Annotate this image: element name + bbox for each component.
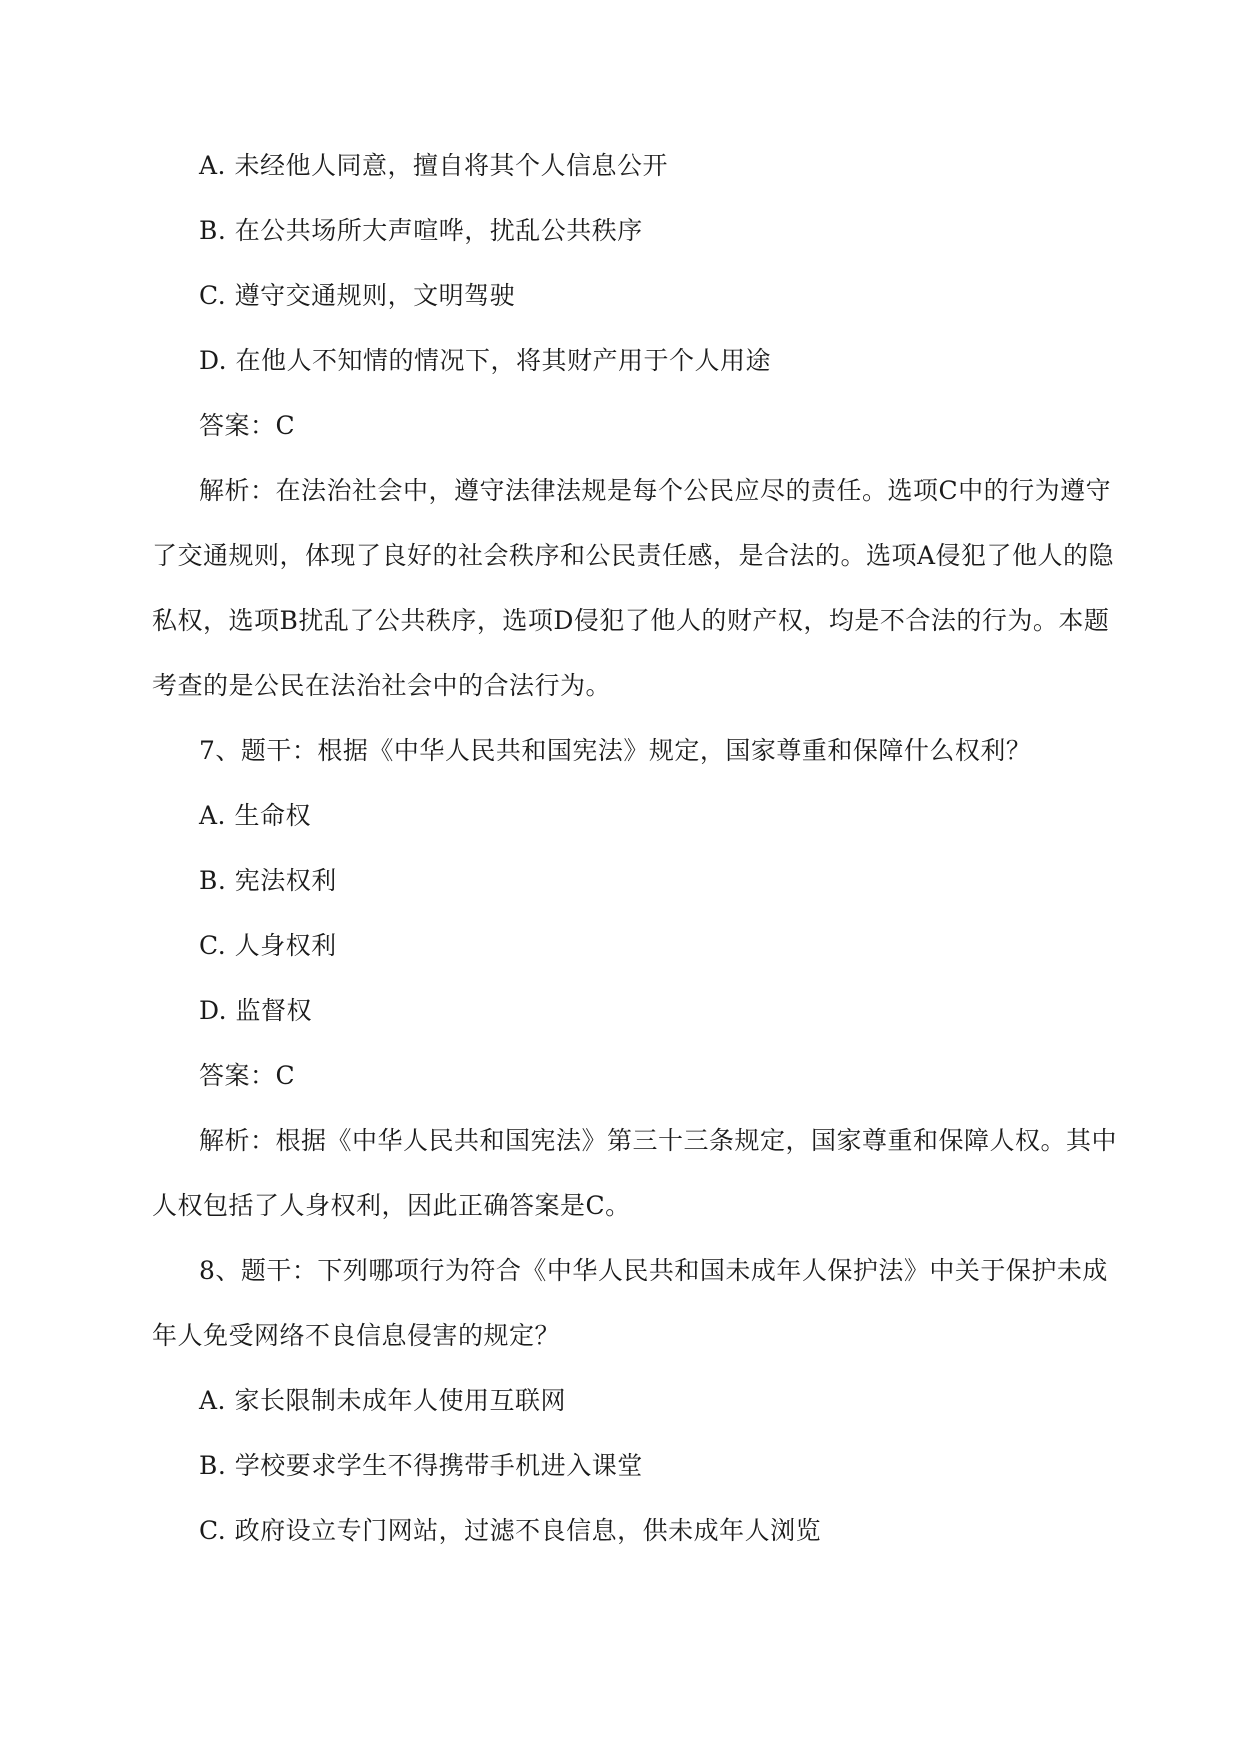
q6-answer: 答案：C (199, 411, 296, 440)
q7-option-b: B. 宪法权利 (199, 866, 337, 895)
q7-explanation-cont: 人权包括了人身权利，因此正确答案是C。 (152, 1191, 631, 1220)
q7-option-d: D. 监督权 (199, 996, 313, 1025)
q6-explanation-cont: 了交通规则，体现了良好的社会秩序和公民责任感，是合法的。选项A侵犯了他人的隐 (152, 541, 1115, 570)
q6-explanation-cont: 私权，选项B扰乱了公共秩序，选项D侵犯了他人的财产权，均是不合法的行为。本题 (152, 606, 1110, 635)
q7-option-c: C. 人身权利 (199, 931, 337, 960)
q8-option-a: A. 家长限制未成年人使用互联网 (199, 1386, 566, 1415)
q8-option-c: C. 政府设立专门网站，过滤不良信息，供未成年人浏览 (199, 1516, 822, 1545)
q6-option-a: A. 未经他人同意，擅自将其个人信息公开 (199, 151, 668, 180)
q8-option-b: B. 学校要求学生不得携带手机进入课堂 (199, 1451, 643, 1480)
q6-option-d: D. 在他人不知情的情况下，将其财产用于个人用途 (199, 346, 772, 375)
q6-option-c: C. 遵守交通规则，文明驾驶 (199, 281, 516, 310)
q8-stem-cont: 年人免受网络不良信息侵害的规定？ (152, 1321, 561, 1350)
q8-stem: 8、题干：下列哪项行为符合《中华人民共和国未成年人保护法》中关于保护未成 (199, 1256, 1108, 1285)
q7-stem: 7、题干：根据《中华人民共和国宪法》规定，国家尊重和保障什么权利？ (199, 736, 1032, 765)
q7-answer: 答案：C (199, 1061, 296, 1090)
q6-explanation-cont: 考查的是公民在法治社会中的合法行为。 (152, 671, 612, 700)
q7-option-a: A. 生命权 (199, 801, 311, 830)
q6-option-b: B. 在公共场所大声喧哗，扰乱公共秩序 (199, 216, 643, 245)
q6-explanation: 解析：在法治社会中，遵守法律法规是每个公民应尽的责任。选项C中的行为遵守 (199, 476, 1112, 505)
q7-explanation: 解析：根据《中华人民共和国宪法》第三十三条规定，国家尊重和保障人权。其中 (199, 1126, 1118, 1155)
